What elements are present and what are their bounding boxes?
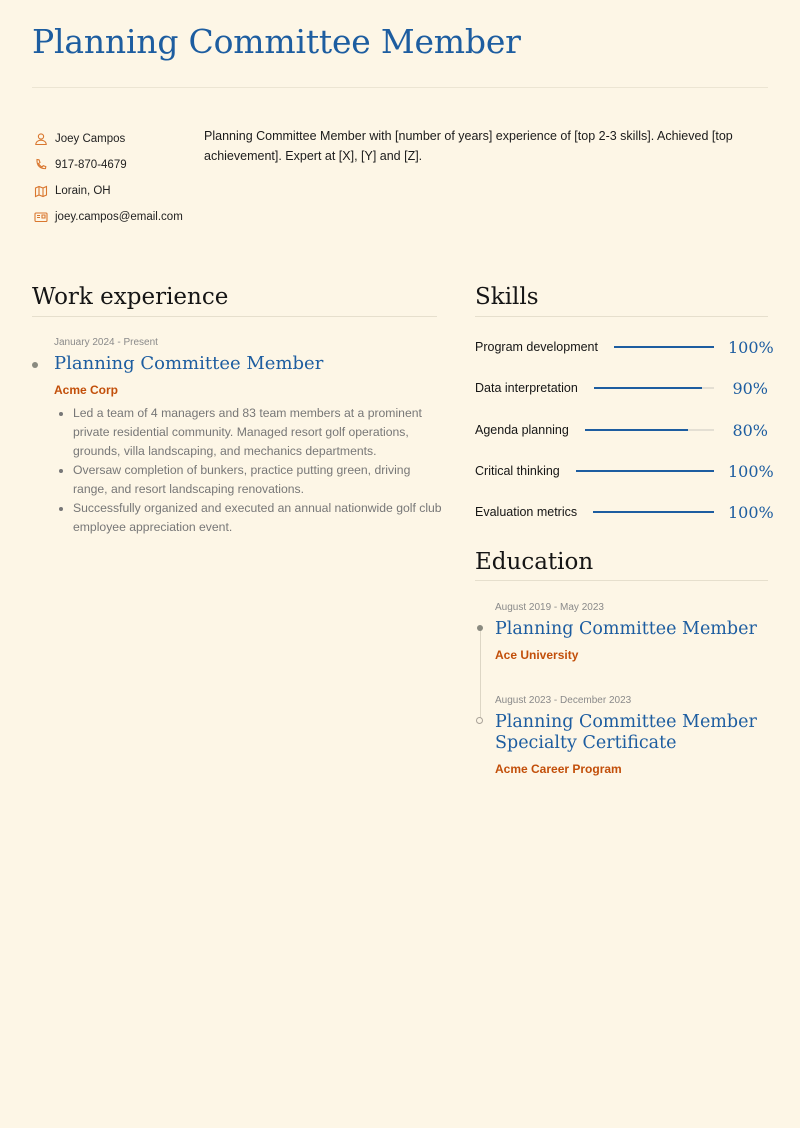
skill-row bbox=[475, 420, 768, 440]
skill-name: Data interpretation bbox=[475, 381, 578, 395]
timeline-dot bbox=[32, 362, 38, 368]
phone-icon bbox=[34, 158, 48, 172]
contact-email[interactable]: joey.campos@email.com bbox=[55, 211, 183, 223]
skill-bar bbox=[614, 346, 714, 348]
skills-divider bbox=[475, 316, 768, 317]
skill-bar-fill bbox=[593, 511, 714, 513]
timeline-dot bbox=[477, 625, 483, 631]
job-bullets bbox=[54, 404, 443, 537]
skill-percent: 100% bbox=[728, 461, 774, 481]
skill-bar-fill bbox=[576, 470, 714, 472]
skill-row bbox=[475, 461, 774, 481]
skill-percent: 90% bbox=[732, 378, 768, 398]
skill-name: Agenda planning bbox=[475, 423, 569, 437]
skill-bar-fill bbox=[594, 387, 702, 389]
skill-name: Program development bbox=[475, 340, 598, 354]
contact-location-row bbox=[34, 178, 183, 204]
education-title: Planning Committee Member bbox=[495, 619, 757, 639]
skill-percent: 100% bbox=[728, 502, 774, 522]
job-dates: January 2024 - Present bbox=[54, 337, 158, 348]
map-icon bbox=[34, 184, 48, 198]
education-divider bbox=[475, 580, 768, 581]
skill-row bbox=[475, 378, 768, 398]
job-bullet: • Led a team of 4 managers and 83 team members at a prominent private residential community. Managed resort golf operations, grounds, villa landscaping, and mechanics departments. bbox=[73, 404, 443, 461]
contact-location: Lorain, OH bbox=[55, 185, 111, 197]
education-timeline bbox=[480, 628, 481, 722]
title-divider bbox=[32, 87, 768, 88]
skill-bar bbox=[594, 387, 714, 389]
skill-bar bbox=[593, 511, 714, 513]
person-icon bbox=[34, 132, 48, 146]
contact-phone-row bbox=[34, 152, 183, 178]
email-icon bbox=[34, 210, 48, 224]
contact-info bbox=[34, 126, 183, 230]
contact-phone[interactable]: 917-870-4679 bbox=[55, 159, 127, 171]
education-title: Planning Committee Member Specialty Certificate bbox=[495, 712, 757, 753]
job-company: Acme Corp bbox=[54, 383, 119, 397]
work-experience-divider bbox=[32, 316, 437, 317]
skill-bar bbox=[576, 470, 714, 472]
skill-bar-fill bbox=[585, 429, 688, 431]
education-school: Ace University bbox=[495, 648, 579, 662]
skill-bar-fill bbox=[614, 346, 714, 348]
education-heading: Education bbox=[475, 549, 594, 575]
education-dates: August 2019 - May 2023 bbox=[495, 602, 604, 613]
skill-name: Critical thinking bbox=[475, 464, 560, 478]
skills-heading: Skills bbox=[475, 284, 539, 310]
contact-name-row bbox=[34, 126, 183, 152]
job-role: Planning Committee Member bbox=[54, 353, 324, 374]
job-bullet: • Successfully organized and executed an annual nationwide golf club employee appreciation event. bbox=[73, 499, 443, 537]
skill-percent: 100% bbox=[728, 337, 774, 357]
skill-name: Evaluation metrics bbox=[475, 505, 578, 519]
education-school: Acme Career Program bbox=[495, 762, 622, 776]
work-experience-heading: Work experience bbox=[32, 284, 229, 310]
summary-text: Planning Committee Member with [number of years] experience of [top 2-3 skills]. Achieved [top achievement]. Expert at [X], [Y] and [Z]. bbox=[204, 129, 733, 163]
contact-name: Joey Campos bbox=[55, 133, 126, 145]
timeline-dot bbox=[476, 717, 483, 724]
skill-row bbox=[475, 502, 774, 522]
page-title: Planning Committee Member bbox=[32, 22, 521, 61]
contact-email-row bbox=[34, 204, 183, 230]
skill-row bbox=[475, 337, 774, 357]
skill-percent: 80% bbox=[732, 420, 768, 440]
job-bullet: • Oversaw completion of bunkers, practice putting green, driving range, and resort landscaping renovations. bbox=[73, 461, 443, 499]
skill-bar bbox=[585, 429, 714, 431]
education-dates: August 2023 - December 2023 bbox=[495, 695, 632, 706]
